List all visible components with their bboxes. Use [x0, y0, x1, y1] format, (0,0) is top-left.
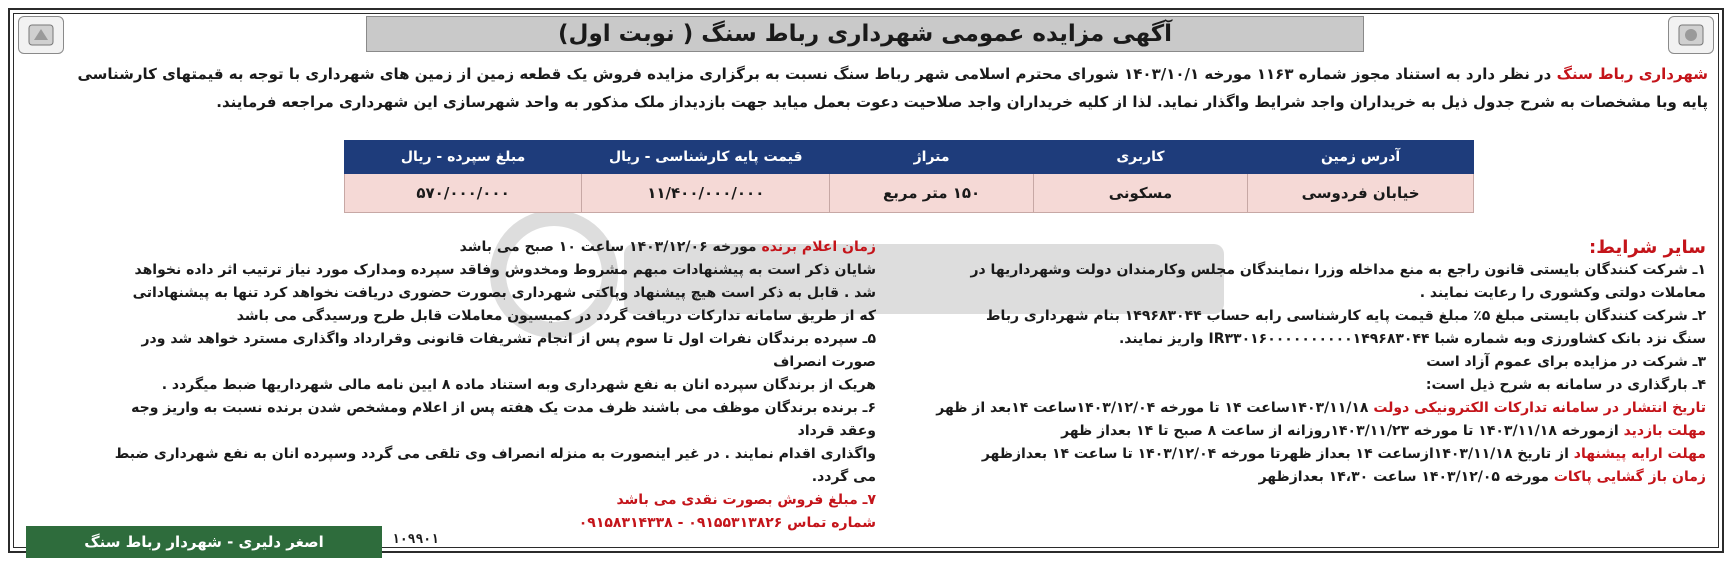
opening-value: مورخه ۱۴۰۳/۱۲/۰۵ ساعت ۱۴،۳۰ بعدازظهر	[1258, 469, 1549, 485]
intro-line-2: پایه وبا مشخصات به شرح جدول ذیل به خریداران واجد شرایط واگذار نماید. لذا از کلیه خریداران واجد صلاحیت دعوت بعمل میاید جهت بازدیداز ملک مذکور به واحد شهرسازی این شهرداری مراجعه فرمایند.	[216, 93, 1708, 111]
intro-line-1	[24, 60, 1708, 88]
table-row	[345, 174, 1474, 213]
header-deposit: مبلغ سپرده - ریال	[345, 141, 582, 174]
schedule-visit	[846, 420, 1706, 443]
intro-paragraph	[24, 60, 1708, 116]
cell-area: ۱۵۰ متر مربع	[830, 174, 1033, 213]
header-area: متراژ	[830, 141, 1033, 174]
conditions-right	[846, 236, 1706, 489]
property-table	[344, 140, 1474, 213]
condition-2b: سنگ نزد بانک کشاورزی وبه شماره شبا IR۳۳۰۱۶۰۰۰۰۰۰۰۰۰۰۱۴۹۶۸۳۰۴۴ واریز نمایند.	[1118, 331, 1706, 347]
winner-announcement	[96, 236, 876, 259]
condition-7: ۷ـ مبلغ فروش بصورت نقدی می باشد	[616, 492, 876, 508]
condition-6a: ۶ـ برنده برندگان موظف می باشند ظرف مدت یک هفته پس از اعلام ومشخص شدن برنده نسبت به واریز وجه وعقد قرداد	[131, 400, 876, 439]
winner-value: مورخه ۱۴۰۳/۱۲/۰۶ ساعت ۱۰ صبح می باشد	[459, 239, 757, 255]
cell-deposit: ۵۷۰/۰۰۰/۰۰۰	[345, 174, 582, 213]
emblem-icon	[1676, 22, 1706, 48]
publish-value: ۱۴۰۳/۱۱/۱۸ساعت ۱۴ تا مورخه ۱۴۰۳/۱۲/۰۴ساعت ۱۴بعد از ظهر	[936, 400, 1369, 416]
condition-1b: معاملات دولتی وکشوری را رعایت نمایند .	[1419, 285, 1706, 301]
condition-1a: ۱ـ شرکت کنندگان بایستی قانون راجع به منع مداخله وزرا ،نمایندگان مجلس وکارمندان دولت وشهرداریها در	[970, 262, 1706, 278]
ad-inner-border	[13, 13, 1719, 551]
signer-badge: اصغر دلیری - شهردار رباط سنگ	[26, 526, 382, 558]
condition-5b: هریک از برندگان سپرده انان به نفع شهرداری وبه استناد ماده ۸ ایین نامه مالی شهرداریها ضبط میگردد .	[161, 377, 876, 393]
opening-label: زمان باز گشایی پاکات	[1553, 469, 1706, 485]
note-1: شایان ذکر است به پیشنهادات مبهم مشروط ومخدوش وفاقد سپرده ومدارک مورد نیاز ترتیب اثر داده نخواهد	[134, 262, 876, 278]
header-usage: کاربری	[1033, 141, 1248, 174]
note-2: شد . قابل به ذکر است هیچ پیشنهاد وپاکتی شهرداری بصورت حضوری دریافت نخواهد کرد تنها به پیشنهاداتی	[132, 285, 876, 301]
conditions-heading: سایر شرایط:	[1589, 237, 1706, 258]
condition-6b: واگذاری اقدام نمایند . در غیر اینصورت به منزله انصراف وی تلقی می گردد وسپرده انان به نفع شهرداری ضبط می گردد.	[114, 446, 876, 485]
header-base-price: قیمت پایه کارشناسی - ریال	[582, 141, 830, 174]
visit-value: ازمورخه ۱۴۰۳/۱۱/۱۸ تا مورخه ۱۴۰۳/۱۱/۲۳روزانه از ساعت ۸ صبح تا ۱۴ بعداز ظهر	[1061, 423, 1619, 439]
emblem-icon	[26, 22, 56, 48]
schedule-offer	[846, 443, 1706, 466]
emblem-right	[1668, 16, 1714, 54]
condition-3: ۳ـ شرکت در مزایده برای عموم آزاد است	[1426, 354, 1706, 370]
contact-value: ۰۹۱۵۵۳۱۳۸۲۶ - ۰۹۱۵۸۳۱۴۳۳۸	[578, 515, 783, 531]
publish-label: تاریخ انتشار در سامانه تدارکات الکترونیکی دولت	[1373, 400, 1706, 416]
note-3: که از طریق سامانه تدارکات دریافت گردد در کمیسیون معاملات قابل طرح ورسیدگی می باشد	[236, 308, 876, 324]
emblem-left	[18, 16, 64, 54]
winner-label: زمان اعلام برنده	[761, 239, 876, 255]
intro-text-1: در نظر دارد به استناد مجوز شماره ۱۱۶۳ مورخه ۱۴۰۳/۱۰/۱ شورای محترم اسلامی شهر رباط سنگ نسبت به برگزاری مزایده فروش یک قطعه زمین از زمین های شهرداری با توجه به قیمتهای کارشناسی	[77, 65, 1552, 83]
schedule-opening	[846, 466, 1706, 489]
ad-title: آگهی مزایده عمومی شهرداری رباط سنگ ( نوبت اول)	[366, 16, 1364, 52]
ad-frame	[8, 8, 1724, 553]
cell-address: خیابان فردوسی	[1248, 174, 1474, 213]
cell-base-price: ۱۱/۴۰۰/۰۰۰/۰۰۰	[582, 174, 830, 213]
offer-label: مهلت ارایه پیشنهاد	[1573, 446, 1706, 462]
table-header-row	[345, 141, 1474, 174]
condition-5a: ۵ـ سپرده برندگان نفرات اول تا سوم پس از انجام تشریفات قانونی وقرارداد واگذاری مسترد خواهد شد ودر صورت انصراف	[141, 331, 876, 370]
offer-value: از تاریخ ۱۴۰۳/۱۱/۱۸ازساعت ۱۴ بعداز ظهرتا مورخه ۱۴۰۳/۱۲/۰۴ تا ساعت ۱۴ بعدازظهر	[981, 446, 1569, 462]
schedule-publish	[846, 397, 1706, 420]
conditions-left	[96, 236, 876, 535]
condition-2a: ۲ـ شرکت کنندگان بایستی مبلغ ۵٪ مبلغ قیمت پایه کارشناسی رابه حساب ۱۴۹۶۸۳۰۴۴ بنام شهرداری رباط	[985, 308, 1706, 324]
cell-usage: مسکونی	[1033, 174, 1248, 213]
ad-code: ۱۰۹۹۰۱	[392, 532, 439, 547]
contact-label: شماره تماس	[787, 515, 876, 531]
header-address: آدرس زمین	[1248, 141, 1474, 174]
visit-label: مهلت بازدید	[1623, 423, 1706, 439]
condition-4: ۴ـ بارگذاری در سامانه به شرح ذیل است:	[1425, 377, 1706, 393]
intro-lead: شهرداری رباط سنگ	[1556, 65, 1708, 83]
